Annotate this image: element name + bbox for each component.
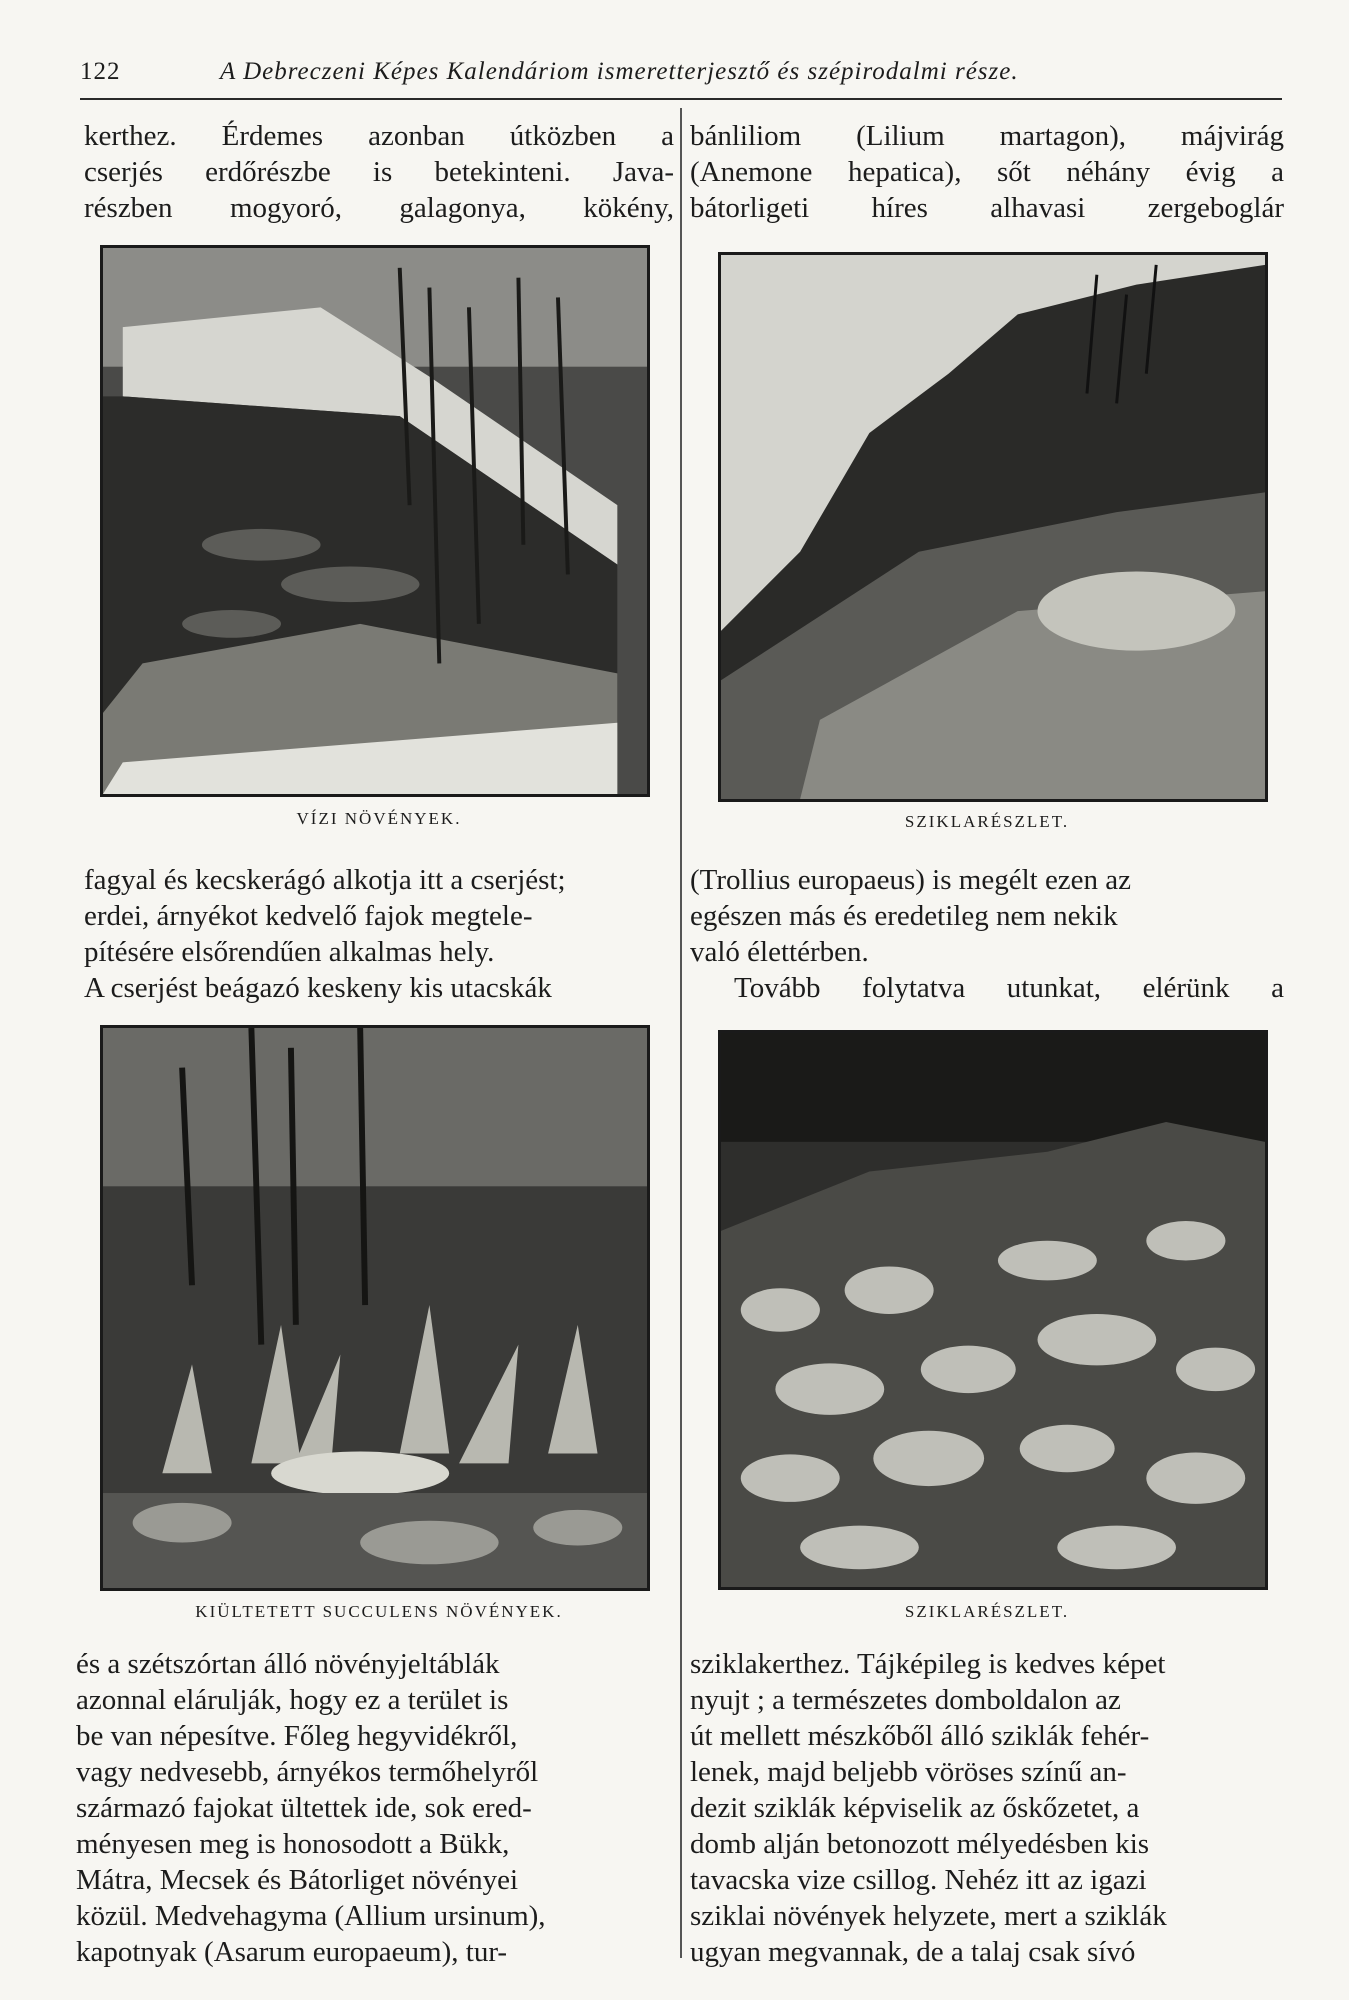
right-paragraph-3: Tovább folytatva utunkat, elérünk a (734, 972, 1284, 1004)
caption-succulent-plants: KIÜLTETETT SUCCULENS NÖVÉNYEK. (195, 1602, 563, 1621)
running-head: A Debreczeni Képes Kalendáriom ismeretterjesztő és szépirodalmi része. (220, 58, 1019, 85)
left-paragraph-1: kerthez. Érdemes azonban útközben a cserjés erdőrészbe is betekinteni. Java- részben mogyoró, galagonya, kökény, (84, 120, 674, 224)
photo-rock-garden-2 (718, 1030, 1268, 1590)
caption-rock-garden-2: SZIKLARÉSZLET. (904, 1602, 1070, 1621)
right-paragraph-4: sziklakerthez. Tájképileg is kedves képet nyujt ; a természetes domboldalon az út mellett mészkőből álló sziklák fehér- lenek, majd beljebb vöröses színű an- dezit sziklák képviselik az őskőzetet, a domb alján betonozott mélyedésben kis tavacska vize csillog. Nehéz itt az igazi sziklai növények helyzete, mert a sziklák ugyan megvannak, de a talaj csak sívó (690, 1648, 1167, 1968)
photo-rock-garden-1 (718, 252, 1268, 802)
page-header (80, 58, 1280, 98)
right-paragraph-2: (Trollius europaeus) is megélt ezen az egészen más és eredetileg nem nekik való élettérben. (690, 864, 1132, 968)
column-divider (680, 108, 682, 1958)
page-number: 122 (80, 58, 121, 85)
header-rule (80, 98, 1282, 100)
right-paragraph-1: bánliliom (Lilium martagon), májvirág (Anemone hepatica), sőt néhány évig a bátorligeti híres alhavasi zergeboglár (690, 120, 1284, 224)
photo-water-plants (100, 245, 650, 797)
photo-succulent-plants (100, 1025, 650, 1591)
left-paragraph-3: és a szétszórtan álló növényjeltáblák azonnal elárulják, hogy ez a terület is be van népesítve. Főleg hegyvidékről, vagy nedvesebb, árnyékos termőhelyről származó fajokat ültettek ide, sok ered- ményesen meg is honosodott a Bükk, Mátra, Mecsek és Bátorliget növényei közül. Medvehagyma (Allium ursinum), kapotnyak (Asarum europaeum), tur- (76, 1648, 546, 1968)
caption-water-plants: VÍZI NÖVÉNYEK. (296, 809, 462, 828)
caption-rock-garden-1: SZIKLARÉSZLET. (904, 812, 1070, 831)
left-paragraph-2: fagyal és kecskerágó alkotja itt a cserjést; erdei, árnyékot kedvelő fajok megtele- pítésére elsőrendűen alkalmas hely. A cserjést beágazó keskeny kis utacskák (84, 864, 566, 1004)
